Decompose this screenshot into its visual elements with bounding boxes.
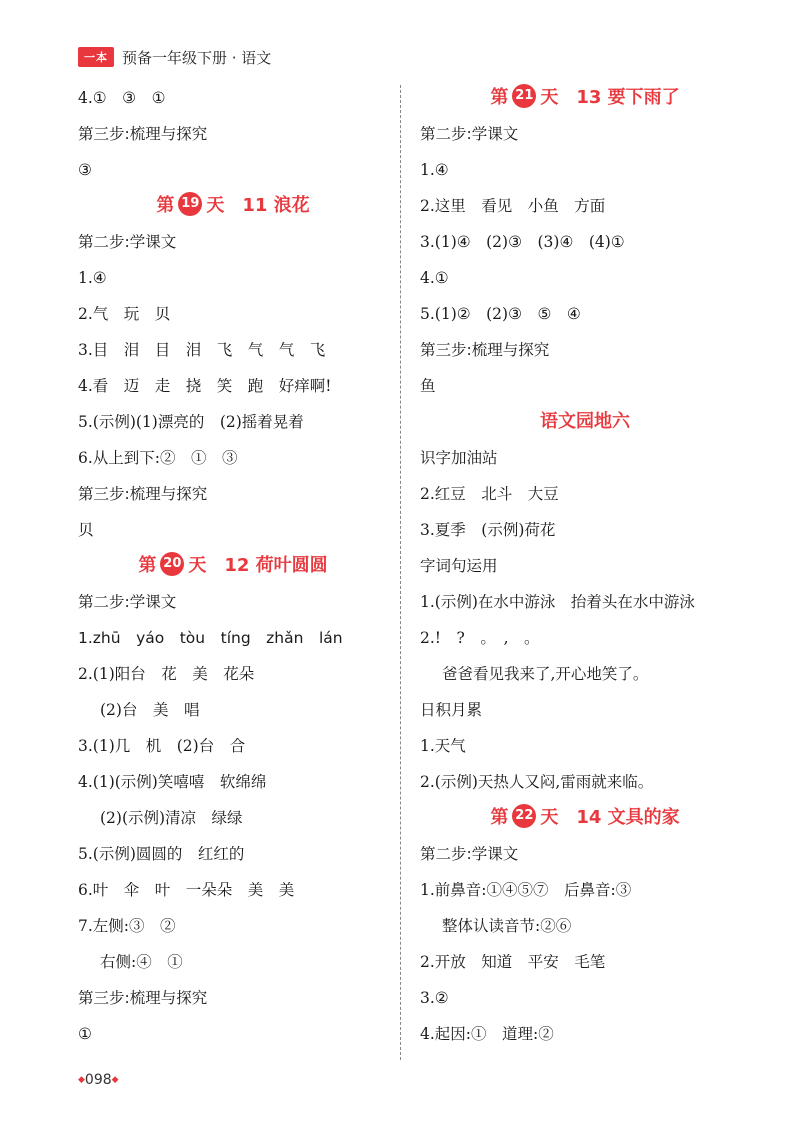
answer-line: 4.① ③ ① xyxy=(78,89,166,107)
answer-line: (2)(示例)清凉 绿绿 xyxy=(100,809,243,827)
answer-line: 贝 xyxy=(78,521,94,539)
day-20-title: 第 20 天 12 荷叶圆圆 xyxy=(78,548,388,584)
step-heading: 第二步:学课文 xyxy=(420,845,519,863)
answer-line: 3.目 泪 目 泪 飞 气 气 飞 xyxy=(78,341,326,359)
answer-line: 2.(示例)天热人又闷,雷雨就来临。 xyxy=(420,773,654,791)
answer-line: 右侧:④ ① xyxy=(100,953,183,971)
day-21-title: 第 21 天 13 要下雨了 xyxy=(420,80,750,116)
day-number-badge: 22 xyxy=(512,804,536,828)
dot-icon: ◆ xyxy=(78,1075,85,1085)
brand-badge: 一本 xyxy=(78,47,114,67)
day-22-title: 第 22 天 14 文具的家 xyxy=(420,800,750,836)
step-heading: 第三步:梳理与探究 xyxy=(78,989,208,1007)
left-column xyxy=(78,80,388,1052)
subsection-heading: 字词句运用 xyxy=(420,557,498,575)
page-number: ◆098◆ xyxy=(78,1072,119,1088)
day-number-badge: 20 xyxy=(160,552,184,576)
answer-line: 4.① xyxy=(420,269,449,287)
answer-line: 4.起因:① 道理:② xyxy=(420,1025,554,1043)
day-number-badge: 19 xyxy=(178,192,202,216)
step-heading: 第三步:梳理与探究 xyxy=(420,341,550,359)
answer-line: 5.(示例)圆圆的 红红的 xyxy=(78,845,245,863)
answer-line: (2)台 美 唱 xyxy=(100,701,200,719)
answer-line: 爸爸看见我来了,开心地笑了。 xyxy=(442,665,649,683)
answer-line: 2.! ? 。 , 。 xyxy=(420,629,540,647)
answer-line: 6.从上到下:② ① ③ xyxy=(78,449,238,467)
answer-line: 2.(1)阳台 花 美 花朵 xyxy=(78,665,255,683)
answer-line: 3.(1)④ (2)③ (3)④ (4)① xyxy=(420,233,625,251)
section-title-garden: 语文园地六 xyxy=(540,411,630,432)
answer-line: ① xyxy=(78,1025,92,1043)
subsection-heading: 日积月累 xyxy=(420,701,483,719)
answer-line: 1.天气 xyxy=(420,737,466,755)
answer-line: 1.④ xyxy=(420,161,449,179)
step-heading: 第二步:学课文 xyxy=(420,125,519,143)
day-number-badge: 21 xyxy=(512,84,536,108)
column-divider xyxy=(400,85,401,1060)
answer-line: 5.(1)② (2)③ ⑤ ④ xyxy=(420,305,581,323)
answer-line: 5.(示例)(1)漂亮的 (2)摇着晃着 xyxy=(78,413,304,431)
answer-line: 7.左侧:③ ② xyxy=(78,917,176,935)
answer-line: 1.④ xyxy=(78,269,107,287)
step-heading: 第二步:学课文 xyxy=(78,233,177,251)
right-column xyxy=(420,80,750,1052)
pinyin-answer-line: 1.zhū yáo tòu tíng zhǎn lán xyxy=(78,629,343,647)
answer-line: ③ xyxy=(78,161,92,179)
answer-line: 3.② xyxy=(420,989,449,1007)
answer-line: 2.气 玩 贝 xyxy=(78,305,171,323)
answer-line: 4.(1)(示例)笑嘻嘻 软绵绵 xyxy=(78,773,267,791)
page-header xyxy=(78,45,271,69)
answer-line: 鱼 xyxy=(420,377,436,395)
answer-line: 1.(示例)在水中游泳 抬着头在水中游泳 xyxy=(420,593,695,611)
step-heading: 第二步:学课文 xyxy=(78,593,177,611)
step-heading: 第三步:梳理与探究 xyxy=(78,125,208,143)
subsection-heading: 识字加油站 xyxy=(420,449,498,467)
answer-line: 2.这里 看见 小鱼 方面 xyxy=(420,197,606,215)
answer-line: 3.夏季 (示例)荷花 xyxy=(420,521,556,539)
answer-line: 整体认读音节:②⑥ xyxy=(442,917,572,935)
answer-line: 4.看 迈 走 挠 笑 跑 好痒啊! xyxy=(78,377,332,395)
day-19-title: 第 19 天 11 浪花 xyxy=(78,188,388,224)
answer-line: 2.开放 知道 平安 毛笔 xyxy=(420,953,606,971)
header-title: 预备一年级下册 · 语文 xyxy=(122,48,272,67)
answer-line: 6.叶 伞 叶 一朵朵 美 美 xyxy=(78,881,295,899)
step-heading: 第三步:梳理与探究 xyxy=(78,485,208,503)
answer-line: 3.(1)几 机 (2)台 合 xyxy=(78,737,246,755)
answer-line: 1.前鼻音:①④⑤⑦ 后鼻音:③ xyxy=(420,881,632,899)
dot-icon: ◆ xyxy=(111,1075,119,1085)
answer-line: 2.红豆 北斗 大豆 xyxy=(420,485,559,503)
